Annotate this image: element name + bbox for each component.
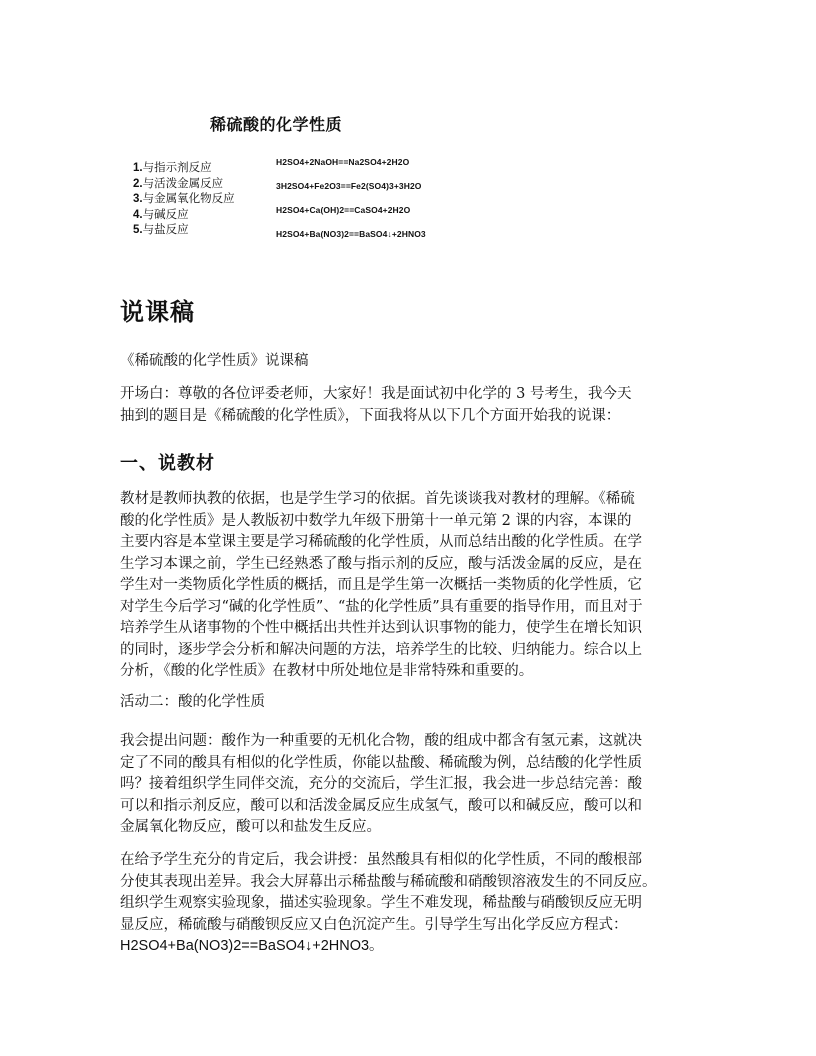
intro-paragraph: 开场白：尊敬的各位评委老师，大家好！我是面试初中化学的 3 号考生，我今天 抽到的题目是《稀硫酸的化学性质》，下面我将从以下几个方面开始我的说课：: [120, 386, 632, 424]
equation-bano3: H2SO4+Ba(NO3)2==BaSO4↓+2HNO3: [276, 229, 426, 239]
list-item: 5.与盐反应: [133, 222, 189, 236]
board-title: 稀硫酸的化学性质: [210, 115, 343, 134]
textbook-paragraph: 教材是教师执教的依据，也是学生学习的依据。首先谈谈我对教材的理解。《稀硫 酸的化学性质》是人教版初中数学九年级下册第十一单元第 2 课的内容，本课的 主要内容是本堂课主要是学习稀硫酸的化学性质，从而总结出酸的化学性质。在学 生学习本课之前，学生已经熟悉了酸与指示剂的反应，酸与活泼金属的反应，是在 学生对一类物质化学性质的概括，而且是学生第一次概括一类物质的化学性质，它 对学生今后学习“碱的化学性质”、“盐的化学性质”具有重要的指导作用，而且对于 培养学生从诸事物的个性中概括出共性并达到认识事物的能力，使学生在增长知识 的同时，逐步学会分析和解决问题的方法，培养学生的比较、归纳能力。综合以上 分析，《酸的化学性质》在教材中所处地位是非常特殊和重要的。: [120, 491, 643, 679]
list-item: 4.与碱反应: [133, 206, 189, 221]
board-property-list: [133, 160, 235, 238]
document-subtitle: 《稀硫酸的化学性质》说课稿: [120, 353, 309, 369]
list-item: 2.与活泼金属反应: [133, 175, 224, 190]
document-heading: 说课稿: [120, 298, 195, 326]
activity-title: 活动二：酸的化学性质: [120, 694, 265, 710]
section-heading-textbook: 一、说教材: [120, 453, 215, 474]
equation-fe2o3: 3H2SO4+Fe2O3==Fe2(SO4)3+3H2O: [276, 181, 422, 191]
list-item: 3.与金属氧化物反应: [133, 191, 235, 205]
final-paragraph: 在给予学生充分的肯定后，我会讲授：虽然酸具有相似的化学性质，不同的酸根部 分使其表现出差异。我会大屏幕出示稀盐酸与稀硫酸和硝酸钡溶液发生的不同反应。 组织学生观察实验现象，描述实验现象。学生不难发现，稀盐酸与硝酸钡反应无明 显反应，稀硫酸与硝酸钡反应又白色沉淀产生。引导学生写出化学反应方程式： H2SO4+Ba(NO3)2==BaSO4↓+2HNO3。: [120, 852, 657, 954]
equation-caoh2: H2SO4+Ca(OH)2==CaSO4+2H2O: [276, 205, 411, 215]
activity-paragraph: 我会提出问题：酸作为一种重要的无机化合物，酸的组成中都含有氢元素，这就决 定了不同的酸具有相似的化学性质，你能以盐酸、稀硫酸为例，总结酸的化学性质 吗？接着组织学生同伴交流，充分的交流后，学生汇报，我会进一步总结完善：酸 可以和指示剂反应，酸可以和活泼金属反应生成氢气，酸可以和碱反应，酸可以和 金属氧化物反应，酸可以和盐发生反应。: [120, 733, 642, 835]
final-equation: H2SO4+Ba(NO3)2==BaSO4↓+2HNO3: [120, 938, 370, 954]
equation-naoh: H2SO4+2NaOH==Na2SO4+2H2O: [276, 157, 410, 167]
list-item: 1.与指示剂反应: [133, 160, 212, 174]
